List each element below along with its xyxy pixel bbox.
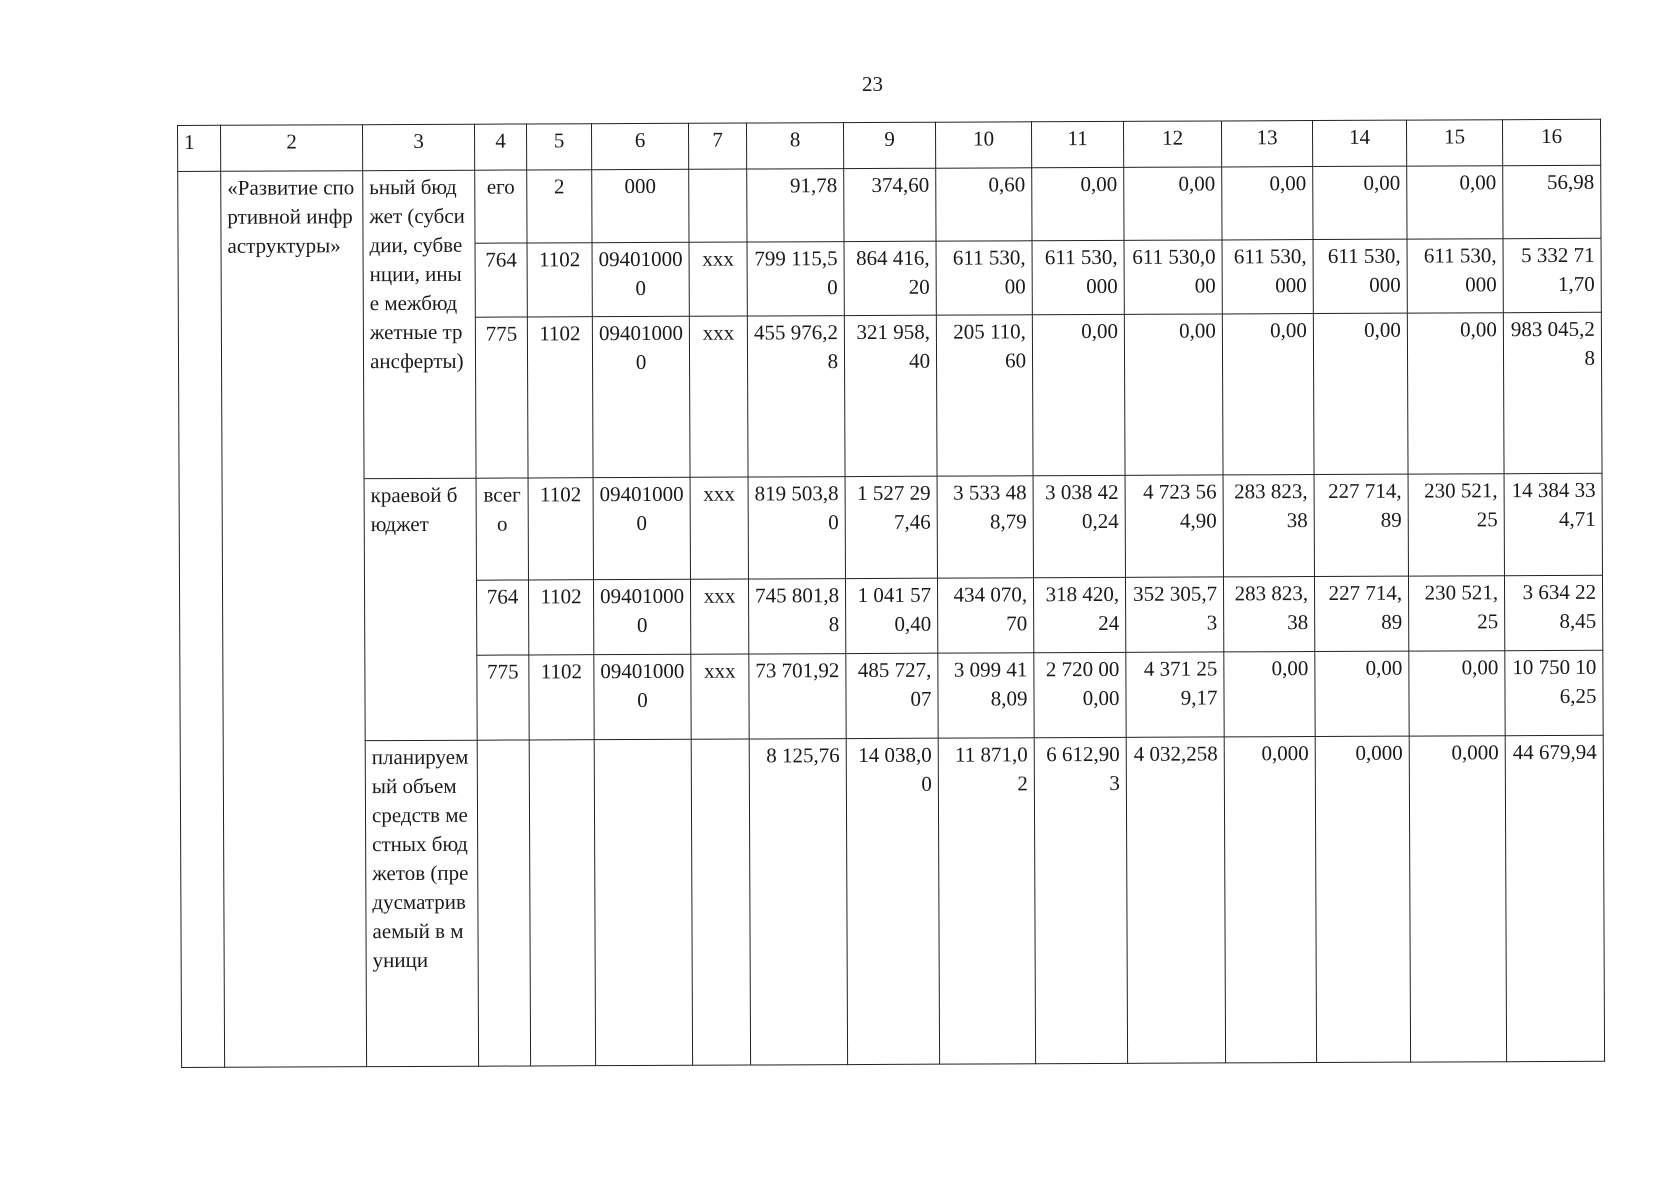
value-cell-col10: 611 530,00 <box>936 240 1032 315</box>
value-cell-col14: 0,00 <box>1313 313 1408 474</box>
value-cell-col13: 0,00 <box>1224 651 1315 737</box>
code-cell-c4: 764 <box>475 243 527 318</box>
value-cell-col16: 983 045,28 <box>1503 313 1602 474</box>
value-cell-col13: 283 823,38 <box>1223 577 1314 652</box>
code-cell-c5 <box>529 740 595 1066</box>
header-cell-7: 7 <box>688 123 746 169</box>
value-cell-col14: 611 530,000 <box>1313 239 1407 314</box>
header-cell-4: 4 <box>474 124 526 170</box>
table-row <box>180 735 1604 1067</box>
code-cell-c5: 2 <box>527 170 592 243</box>
program-name-cell: «Развитие спортивной инфраструктуры» <box>221 171 367 1068</box>
value-cell-col8: 91,78 <box>747 169 844 242</box>
code-cell-c5: 1102 <box>529 654 594 740</box>
header-cell-11: 11 <box>1031 121 1123 167</box>
header-cell-5: 5 <box>526 124 591 170</box>
value-cell-col8: 745 801,88 <box>748 579 845 654</box>
value-cell-col8: 8 125,76 <box>749 739 847 1065</box>
value-cell-col11: 6 612,903 <box>1034 738 1127 1064</box>
code-cell-c7: ххх <box>690 579 748 654</box>
value-cell-col15: 230 521,25 <box>1408 576 1504 651</box>
code-cell-c5: 1102 <box>528 477 593 580</box>
table-row <box>178 165 1601 244</box>
value-cell-col15: 0,00 <box>1407 313 1504 474</box>
value-cell-col12: 4 032,258 <box>1126 737 1225 1063</box>
value-cell-col11: 611 530,000 <box>1032 240 1124 315</box>
value-cell-col8: 799 115,50 <box>747 241 844 316</box>
code-cell-c6: 000 <box>592 169 689 242</box>
code-cell-c4: 775 <box>475 317 528 477</box>
value-cell-col11: 0,00 <box>1032 315 1125 476</box>
code-cell-c4 <box>477 740 530 1066</box>
value-cell-col16: 10 750 106,25 <box>1505 650 1603 736</box>
code-cell-c4: его <box>475 170 527 243</box>
value-cell-col14: 227 714,89 <box>1314 576 1408 651</box>
code-cell-c6: 094010000 <box>593 579 690 654</box>
value-cell-col16: 56,98 <box>1503 165 1601 238</box>
source-cell: ьный бюджет (субсидии, субвенции, иные межбюджетные трансферты) <box>363 170 476 478</box>
code-cell-c7: ххх <box>689 316 748 476</box>
value-cell-col11: 2 720 000,00 <box>1034 652 1126 738</box>
value-cell-col9: 864 416,20 <box>844 241 936 316</box>
value-cell-col9: 374,60 <box>844 168 936 241</box>
value-cell-col14: 0,00 <box>1313 166 1407 239</box>
header-cell-15: 15 <box>1406 120 1502 166</box>
value-cell-col14: 227 714,89 <box>1314 474 1408 577</box>
code-cell-c6: 094010000 <box>592 317 690 478</box>
value-cell-col13: 0,00 <box>1222 314 1314 475</box>
header-cell-12: 12 <box>1123 121 1221 167</box>
value-cell-col10: 3 099 418,09 <box>938 653 1034 739</box>
value-cell-col16: 14 384 334,71 <box>1504 473 1602 576</box>
code-cell-c7 <box>689 169 747 242</box>
code-cell-c5: 1102 <box>527 317 593 477</box>
code-cell-c6: 094010000 <box>593 477 690 580</box>
value-cell-col16: 3 634 228,45 <box>1504 575 1602 650</box>
value-cell-col12: 611 530,000 <box>1124 239 1222 314</box>
value-cell-col15: 0,00 <box>1409 650 1505 736</box>
code-cell-c5: 1102 <box>528 580 593 655</box>
source-cell: планируемый объем средств местных бюджетов (предусматриваемый в муници <box>365 740 478 1066</box>
source-cell: краевой бюджет <box>364 478 477 741</box>
value-cell-col15: 230 521,25 <box>1408 473 1504 576</box>
code-cell-c4: 764 <box>476 580 528 655</box>
value-cell-col15: 0,000 <box>1409 736 1506 1062</box>
value-cell-col13: 0,000 <box>1224 737 1316 1063</box>
value-cell-col11: 318 420,24 <box>1033 577 1125 652</box>
header-cell-3: 3 <box>363 124 475 170</box>
value-cell-col9: 1 527 297,46 <box>845 476 937 579</box>
value-cell-col13: 283 823,38 <box>1223 474 1314 577</box>
value-cell-col16: 5 332 711,70 <box>1503 238 1601 313</box>
value-cell-col15: 0,00 <box>1407 166 1503 239</box>
code-cell-c6: 094010000 <box>592 242 689 317</box>
value-cell-col10: 11 871,02 <box>938 738 1035 1064</box>
header-cell-6: 6 <box>591 123 688 169</box>
value-cell-col12: 0,00 <box>1124 167 1222 240</box>
header-row <box>178 119 1601 171</box>
value-cell-col11: 0,00 <box>1032 167 1124 240</box>
value-cell-col14: 0,00 <box>1315 651 1409 737</box>
value-cell-col9: 14 038,00 <box>846 738 939 1064</box>
header-cell-9: 9 <box>843 122 935 168</box>
value-cell-col10: 205 110,60 <box>936 315 1033 476</box>
value-cell-col10: 3 533 488,79 <box>937 475 1033 578</box>
value-cell-col8: 455 976,28 <box>747 316 845 477</box>
value-cell-col12: 0,00 <box>1124 314 1223 475</box>
value-cell-col10: 434 070,70 <box>937 578 1033 653</box>
page-number: 23 <box>862 72 883 96</box>
value-cell-col14: 0,000 <box>1315 736 1410 1062</box>
value-cell-col13: 0,00 <box>1222 166 1313 239</box>
value-cell-col9: 1 041 570,40 <box>845 578 937 653</box>
code-cell-c6: 094010000 <box>594 654 691 740</box>
header-cell-10: 10 <box>935 122 1031 168</box>
code-cell-c7: ххх <box>690 477 748 580</box>
value-cell-col12: 352 305,73 <box>1125 577 1223 652</box>
header-cell-14: 14 <box>1312 120 1406 166</box>
value-cell-col8: 819 503,80 <box>748 476 845 579</box>
value-cell-col8: 73 701,92 <box>749 653 846 739</box>
code-cell-c4: 775 <box>477 655 529 741</box>
header-cell-1: 1 <box>178 125 221 171</box>
value-cell-col12: 4 371 259,17 <box>1126 652 1224 738</box>
code-cell-c4: всего <box>476 477 528 580</box>
code-cell-c6 <box>594 739 692 1065</box>
value-cell-col11: 3 038 420,24 <box>1033 475 1125 578</box>
budget-table <box>177 119 1605 1068</box>
table-row <box>179 473 1602 582</box>
header-cell-2: 2 <box>221 125 363 172</box>
value-cell-col10: 0,60 <box>936 168 1032 241</box>
code-cell-c7: ххх <box>689 242 747 317</box>
value-cell-col12: 4 723 564,90 <box>1125 474 1223 577</box>
header-cell-13: 13 <box>1221 121 1312 167</box>
value-cell-col9: 485 727,07 <box>846 653 938 739</box>
header-cell-16: 16 <box>1502 119 1600 165</box>
value-cell-col9: 321 958,40 <box>844 315 937 476</box>
value-cell-col16: 44 679,94 <box>1505 735 1604 1061</box>
value-cell-col13: 611 530,000 <box>1222 239 1313 314</box>
table-body <box>178 119 1605 1067</box>
code-cell-c7: ххх <box>691 654 749 740</box>
code-cell-c7 <box>691 739 750 1065</box>
row-number-cell <box>178 171 225 1067</box>
header-cell-8: 8 <box>746 123 843 169</box>
code-cell-c5: 1102 <box>527 242 592 317</box>
value-cell-col15: 611 530,000 <box>1407 238 1503 313</box>
